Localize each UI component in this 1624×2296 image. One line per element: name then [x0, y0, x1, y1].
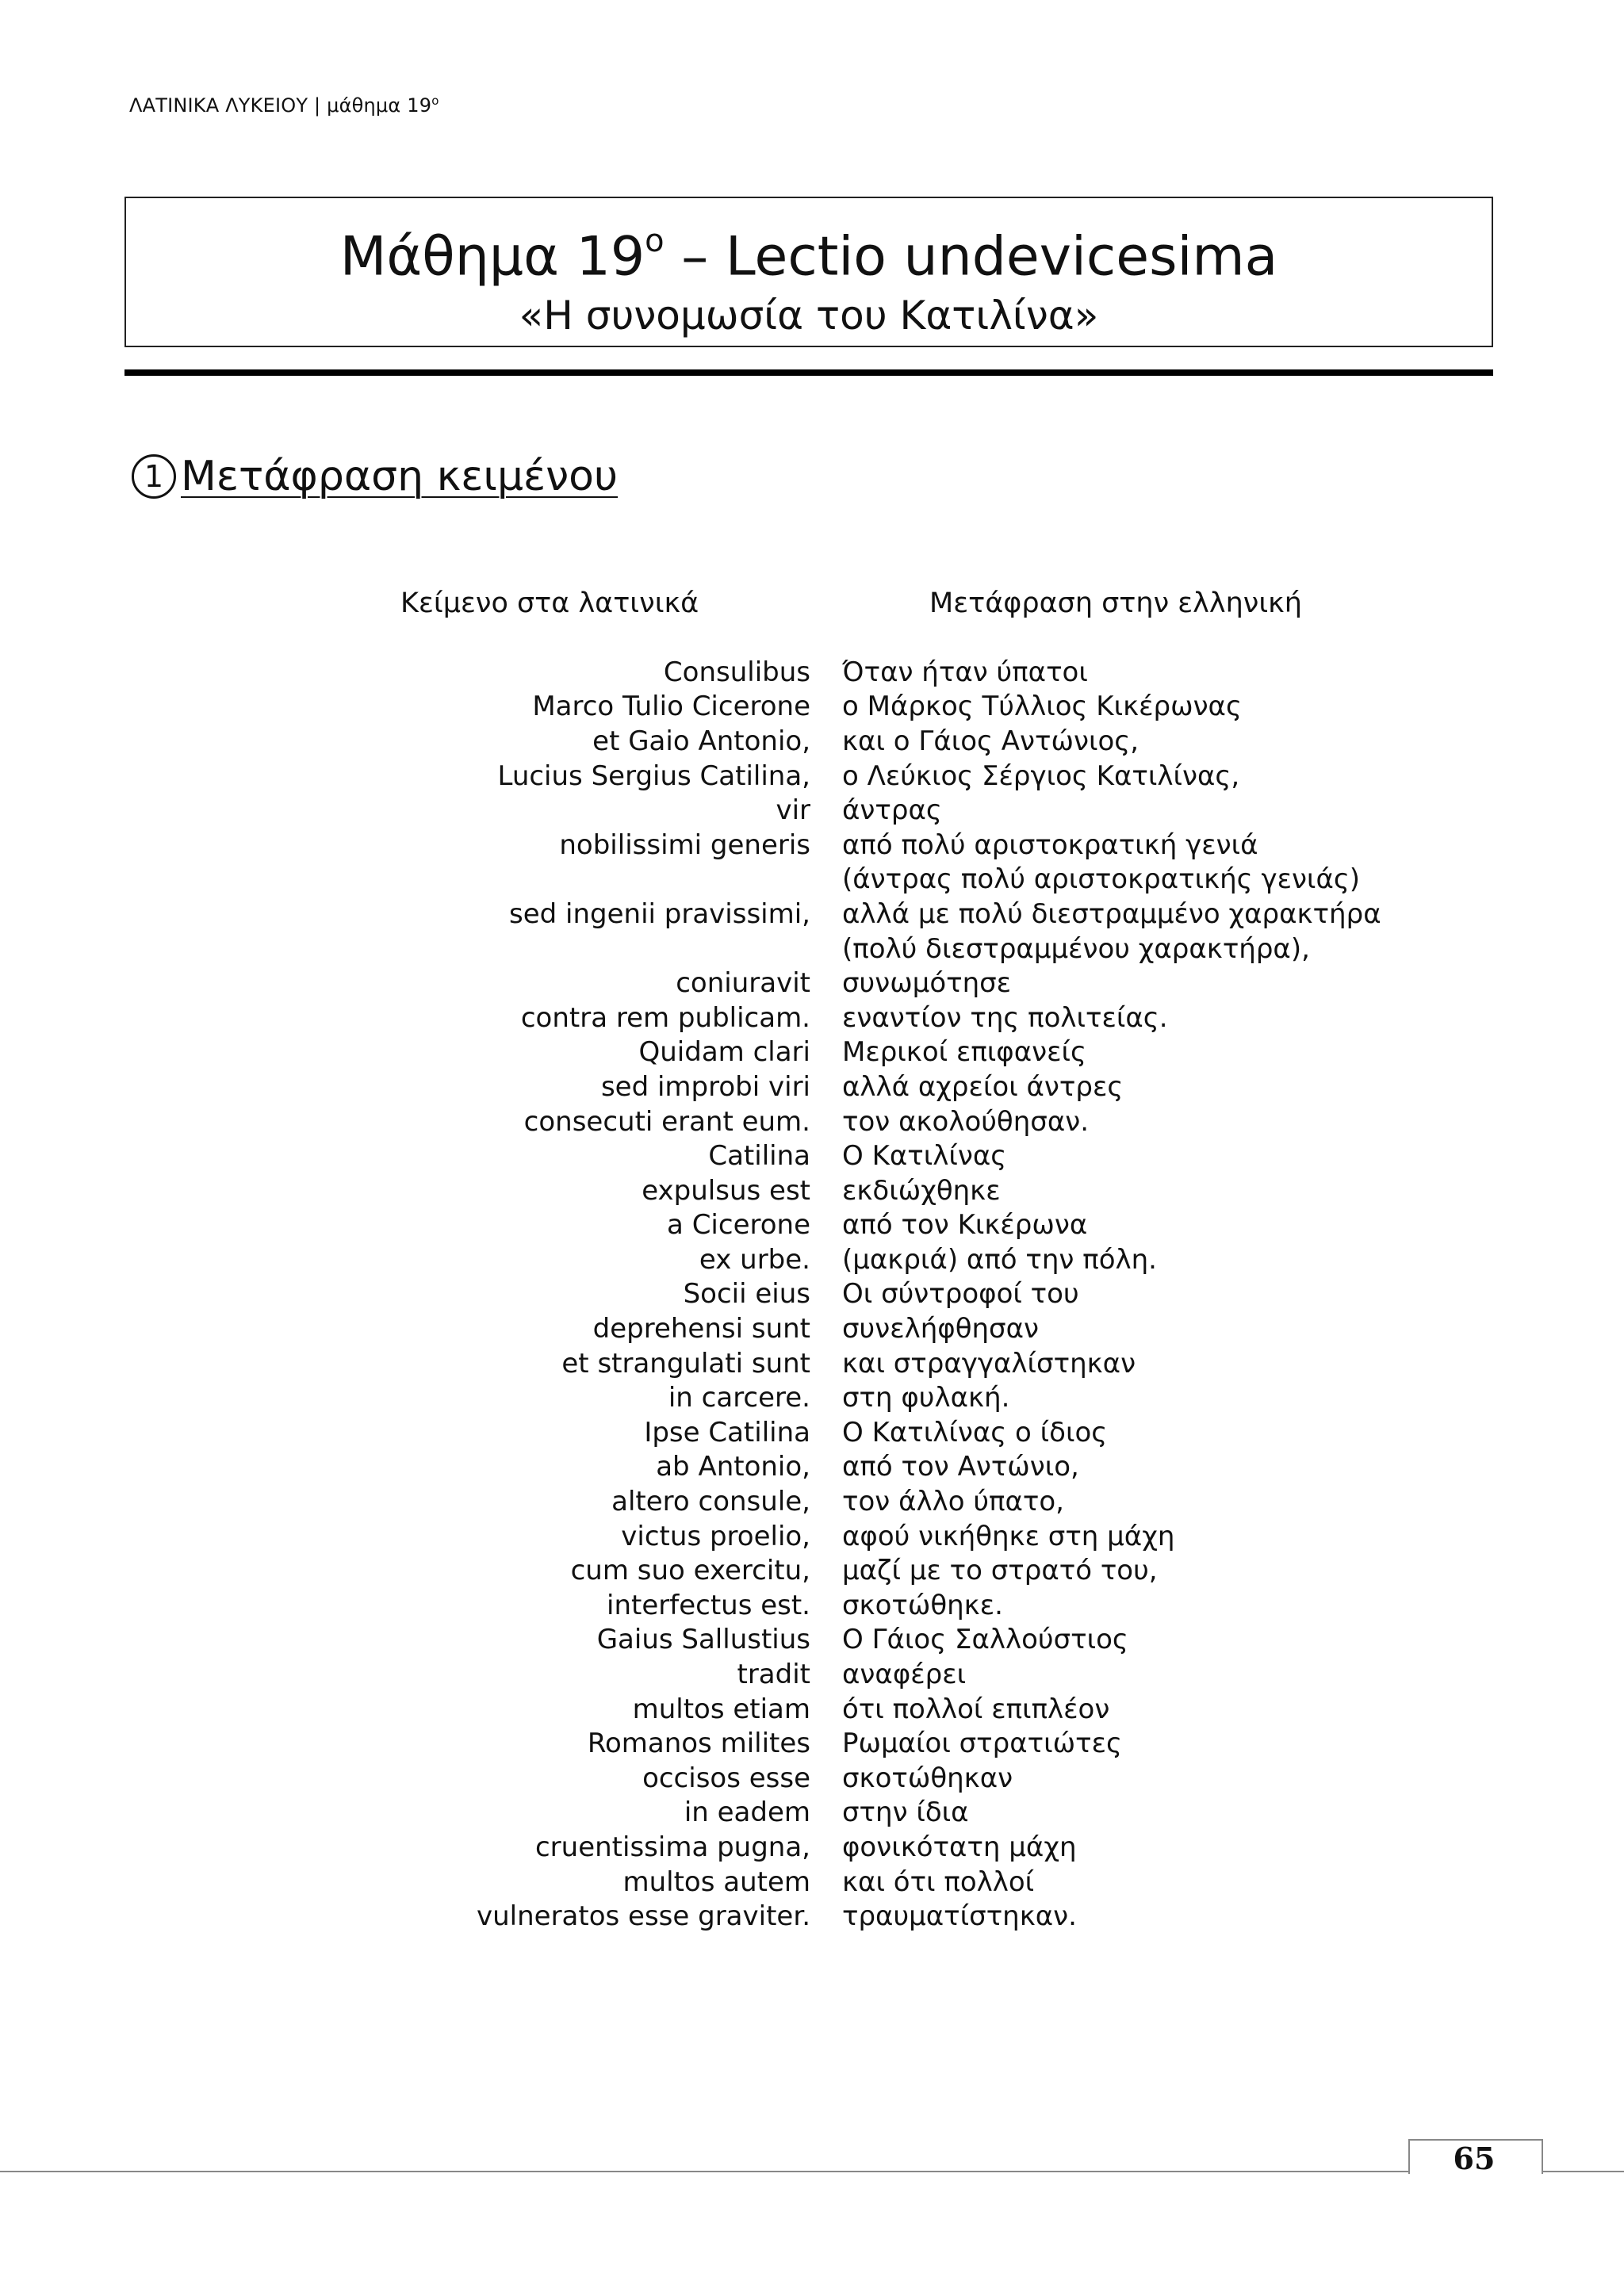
greek-translation: και ότι πολλοί: [842, 1866, 1035, 1898]
greek-translation: ο Λεύκιος Σέργιος Κατιλίνας,: [842, 760, 1240, 792]
greek-translation: άντρας: [842, 794, 942, 827]
translation-row: [0, 1346, 1624, 1381]
translation-row: [0, 1311, 1624, 1346]
lesson-subtitle: «Η συνομωσία του Κατιλίνα»: [519, 292, 1099, 339]
latin-column-header: Κείμενο στα λατινικά: [400, 587, 699, 619]
greek-translation: εναντίον της πολιτείας.: [842, 1001, 1168, 1034]
greek-translation: στην ίδια: [842, 1797, 969, 1829]
translation-row: [0, 1553, 1624, 1588]
greek-translation: αναφέρει: [842, 1659, 967, 1691]
translation-row: [0, 1899, 1624, 1934]
latin-text: Consulibus: [663, 656, 810, 688]
translation-row: [0, 897, 1624, 932]
translation-row: [0, 1035, 1624, 1070]
running-header: [129, 94, 439, 117]
latin-text: Gaius Sallustius: [596, 1624, 810, 1656]
latin-text: Socii eius: [683, 1278, 810, 1311]
latin-text: Catilina: [708, 1140, 810, 1173]
translation-row: [0, 1450, 1624, 1485]
lesson-title-sup: ο: [645, 223, 665, 259]
greek-translation: σκοτώθηκαν: [842, 1762, 1013, 1794]
lesson-title-suffix: – Lectio undevicesima: [664, 225, 1278, 289]
greek-translation: τον ακολούθησαν.: [842, 1105, 1090, 1138]
greek-translation: και στραγγαλίστηκαν: [842, 1347, 1136, 1380]
translation-row: [0, 1242, 1624, 1277]
greek-translation: (πολύ διεστραμμένου χαρακτήρα),: [842, 932, 1310, 965]
latin-text: Ipse Catilina: [644, 1416, 810, 1448]
greek-translation: τον άλλο ύπατο,: [842, 1486, 1064, 1518]
greek-translation: αλλά αχρείοι άντρες: [842, 1070, 1124, 1103]
latin-text: cum suo exercitu,: [570, 1555, 810, 1587]
greek-translation: Ο Κατιλίνας: [842, 1140, 1007, 1173]
latin-text: victus proelio,: [621, 1520, 810, 1552]
translation-row: [0, 690, 1624, 725]
latin-text: et strangulati sunt: [561, 1347, 810, 1380]
page-number: 65: [1453, 2141, 1496, 2176]
greek-translation: συνωμότησε: [842, 967, 1012, 1000]
latin-text: expulsus est: [642, 1174, 810, 1207]
section-number-circle: 1: [132, 454, 176, 499]
translation-row: [0, 1208, 1624, 1243]
latin-text: ab Antonio,: [656, 1451, 810, 1483]
running-header-sup: ο: [431, 94, 439, 108]
lesson-title-prefix: Μάθημα 19: [339, 225, 645, 289]
translation-row: [0, 1865, 1624, 1900]
latin-text: contra rem publicam.: [520, 1001, 810, 1034]
lesson-title: [126, 212, 1492, 291]
latin-text: Quidam clari: [638, 1036, 810, 1069]
greek-translation: (άντρας πολύ αριστοκρατικής γενιάς): [842, 863, 1361, 896]
latin-text: sed ingenii pravissimi,: [509, 897, 810, 930]
latin-text: cruentissima pugna,: [534, 1831, 810, 1863]
latin-text: vulneratos esse graviter.: [477, 1900, 810, 1933]
greek-translation: αλλά με πολύ διεστραμμένο χαρακτήρα: [842, 897, 1381, 930]
latin-text: in eadem: [684, 1797, 810, 1829]
translation-row: [0, 863, 1624, 897]
greek-translation: ότι πολλοί επιπλέον: [842, 1693, 1110, 1725]
title-divider: [124, 369, 1493, 376]
greek-translation: ο Μάρκος Τύλλιος Κικέρωνας: [842, 691, 1242, 723]
latin-text: Romanos milites: [587, 1728, 810, 1760]
translation-row: [0, 1830, 1624, 1865]
translation-row: [0, 1519, 1624, 1554]
latin-text: occisos esse: [642, 1762, 810, 1794]
greek-translation: Οι σύντροφοί του: [842, 1278, 1079, 1311]
greek-translation: Ο Κατιλίνας ο ίδιος: [842, 1416, 1108, 1448]
lesson-title-box: [124, 197, 1493, 347]
greek-translation: εκδιώχθηκε: [842, 1174, 1001, 1207]
greek-translation: Όταν ήταν ύπατοι: [842, 656, 1088, 688]
translation-row: [0, 1484, 1624, 1519]
greek-translation: φονικότατη μάχη: [842, 1831, 1077, 1863]
latin-text: deprehensi sunt: [592, 1313, 810, 1345]
section-title: Μετάφραση κειμένου: [181, 453, 619, 500]
greek-translation: Μερικοί επιφανείς: [842, 1036, 1086, 1069]
greek-translation: και ο Γάιος Αντώνιος,: [842, 725, 1139, 757]
translation-row: [0, 966, 1624, 1001]
greek-translation: Ρωμαίοι στρατιώτες: [842, 1728, 1122, 1760]
latin-text: Marco Tulio Cicerone: [532, 691, 810, 723]
translation-row: [0, 1692, 1624, 1727]
latin-text: Lucius Sergius Catilina,: [497, 760, 810, 792]
translation-row: [0, 1138, 1624, 1173]
latin-text: in carcere.: [668, 1382, 810, 1414]
translation-row: [0, 828, 1624, 863]
latin-text: altero consule,: [611, 1486, 810, 1518]
greek-translation: (μακριά) από την πόλη.: [842, 1243, 1157, 1276]
translation-table: [0, 655, 1624, 1934]
latin-text: nobilissimi generis: [559, 828, 810, 861]
greek-translation: Ο Γάιος Σαλλούστιος: [842, 1624, 1128, 1656]
translation-row: [0, 1380, 1624, 1415]
translation-row: [0, 1623, 1624, 1658]
translation-row: [0, 793, 1624, 828]
latin-text: sed improbi viri: [600, 1070, 810, 1103]
latin-text: et Gaio Antonio,: [592, 725, 810, 757]
latin-text: interfectus est.: [607, 1589, 810, 1621]
translation-row: [0, 1726, 1624, 1761]
latin-text: vir: [776, 794, 810, 827]
translation-row: [0, 655, 1624, 690]
greek-translation: συνελήφθησαν: [842, 1313, 1039, 1345]
translation-row: [0, 1657, 1624, 1692]
greek-translation: από τον Αντώνιο,: [842, 1451, 1079, 1483]
latin-text: multos etiam: [632, 1693, 810, 1725]
greek-translation: σκοτώθηκε.: [842, 1589, 1003, 1621]
latin-text: a Cicerone: [667, 1209, 810, 1242]
translation-row: [0, 1070, 1624, 1104]
translation-row: [0, 1173, 1624, 1208]
translation-row: [0, 1415, 1624, 1450]
translation-row: [0, 932, 1624, 966]
latin-text: consecuti erant eum.: [523, 1105, 810, 1138]
latin-text: tradit: [737, 1659, 810, 1691]
latin-text: multos autem: [622, 1866, 810, 1898]
translation-row: [0, 724, 1624, 759]
latin-text: ex urbe.: [699, 1243, 810, 1276]
translation-row: [0, 1104, 1624, 1139]
greek-translation: στη φυλακή.: [842, 1382, 1010, 1414]
translation-row: [0, 1001, 1624, 1035]
latin-text: coniuravit: [676, 967, 810, 1000]
greek-translation: από πολύ αριστοκρατική γενιά: [842, 828, 1258, 861]
greek-translation: αφού νικήθηκε στη μάχη: [842, 1520, 1175, 1552]
translation-row: [0, 1277, 1624, 1312]
translation-row: [0, 1588, 1624, 1623]
section-heading: [132, 449, 618, 504]
running-header-text: ΛΑΤΙΝΙΚΑ ΛΥΚΕΙΟΥ | μάθημα 19: [129, 94, 432, 117]
translation-row: [0, 1796, 1624, 1831]
greek-translation: από τον Κικέρωνα: [842, 1209, 1088, 1242]
greek-column-header: Μετάφραση στην ελληνική: [929, 587, 1302, 619]
translation-row: [0, 1761, 1624, 1796]
translation-row: [0, 759, 1624, 794]
footer-rule: [0, 2171, 1624, 2172]
greek-translation: μαζί με το στρατό του,: [842, 1555, 1158, 1587]
greek-translation: τραυματίστηκαν.: [842, 1900, 1077, 1933]
